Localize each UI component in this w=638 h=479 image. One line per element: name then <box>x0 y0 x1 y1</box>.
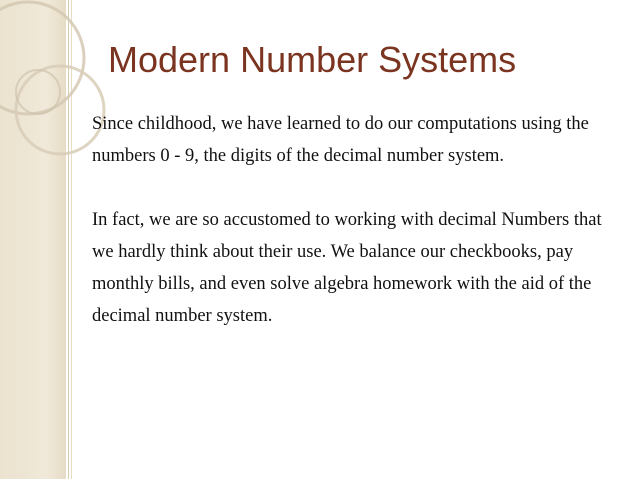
vertical-rule-secondary <box>71 0 72 479</box>
vertical-rule <box>68 0 69 479</box>
body-paragraph-1: Since childhood, we have learned to do our computations using the numbers 0 - 9, the digits of the decimal number system. <box>92 114 589 166</box>
left-decorative-band <box>0 0 66 479</box>
slide-body <box>92 108 612 332</box>
slide-title: Modern Number Systems <box>108 39 517 80</box>
body-paragraph-2: In fact, we are so accustomed to working with decimal Numbers that we hardly think about their use. We balance our checkbooks, pay monthly bills, and even solve algebra homework with the aid of the decimal number system. <box>92 210 602 326</box>
